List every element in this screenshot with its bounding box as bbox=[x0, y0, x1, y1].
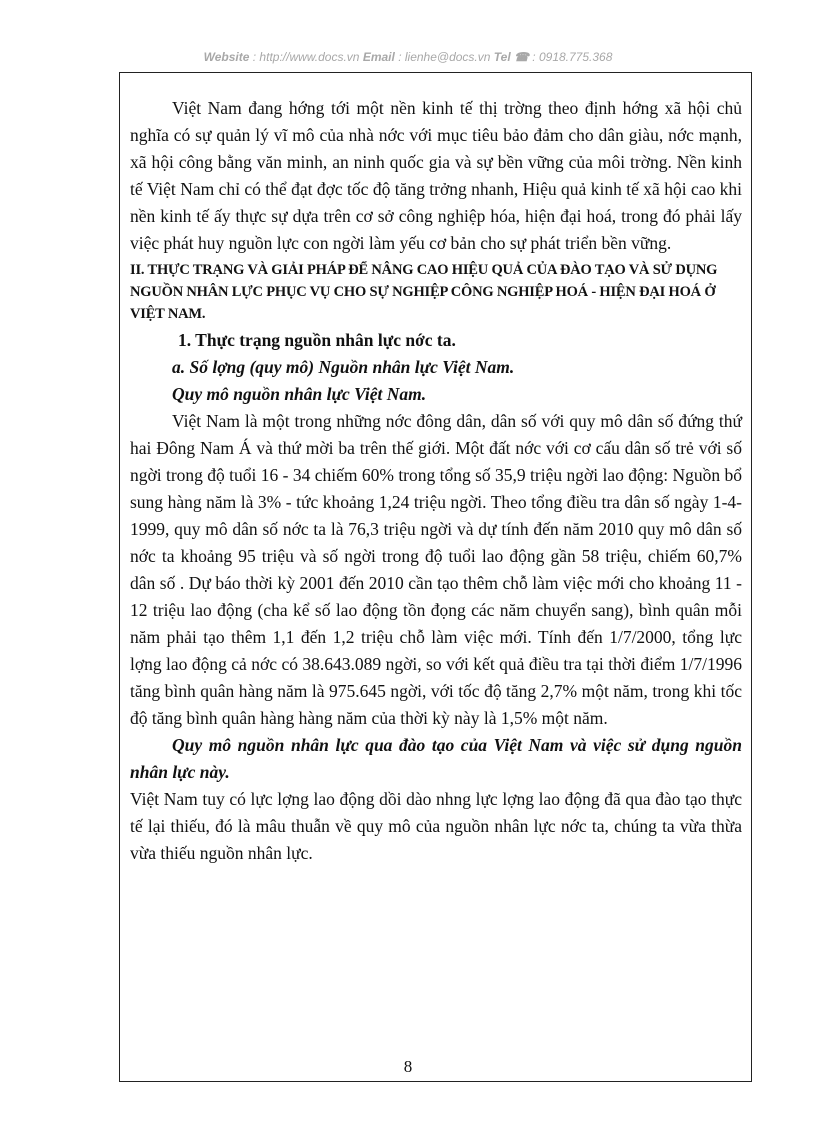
subsection-heading-1: 1. Thực trạng nguồn nhân lực nớc ta. bbox=[178, 330, 456, 350]
email-address: : lienhe@docs.vn bbox=[398, 50, 491, 64]
intro-paragraph: Việt Nam đang hớng tới một nền kinh tế thị trờng theo định hớng xã hội chủ nghĩa có sự quản lý vĩ mô của nhà nớc với mục tiêu bảo đảm cho dân giàu, nớc mạnh, xã hội công bằng văn minh, an ninh quốc gia và sự bền vững của môi trờng. Nền kinh tế Việt Nam chỉ có thể đạt đợc tốc độ tăng trởng nhanh, Hiệu quả kinh tế xã hội cao khi nền kinh tế ấy thực sự dựa trên cơ sở công nghiệp hóa, hiện đại hoá, trong đó phải lấy việc phát huy nguồn lực con ngời làm yếu cơ bản cho sự phát triển bền vững. bbox=[130, 98, 742, 253]
page-header bbox=[0, 50, 816, 64]
website-url: : http://www.docs.vn bbox=[252, 50, 360, 64]
document-body bbox=[130, 95, 742, 867]
tel-number: : 0918.775.368 bbox=[532, 50, 613, 64]
email-label: Email bbox=[362, 50, 395, 64]
section-heading-ii: II. THỰC TRẠNG VÀ GIẢI PHÁP ĐỂ NÂNG CAO HIỆU QUẢ CỦA ĐÀO TẠO VÀ SỬ DỤNG NGUỒN NHÂN LỰC PHỤC VỤ CHO SỰ NGHIỆP CÔNG NGHIỆP HOÁ - HIỆN ĐẠI HOÁ Ở VIỆT NAM. bbox=[130, 262, 718, 322]
website-label: Website bbox=[203, 50, 250, 64]
tel-label: Tel ☎ bbox=[493, 50, 529, 64]
topic-heading-training: Quy mô nguồn nhân lực qua đào tạo của Việt Nam và việc sử dụng nguồn nhân lực này. bbox=[130, 735, 742, 782]
topic-heading-quy-mo: Quy mô nguồn nhân lực Việt Nam. bbox=[172, 384, 427, 404]
subsection-heading-a: a. Số lợng (quy mô) Nguồn nhân lực Việt Nam. bbox=[172, 357, 515, 377]
population-paragraph: Việt Nam là một trong những nớc đông dân, dân số với quy mô dân số đứng thứ hai Đông Nam Á và thứ mời ba trên thế giới. Một đất nớc với cơ cấu dân số trẻ với số ngời trong độ tuổi 16 - 34 chiếm 60% trong tổng số 35,9 triệu ngời lao động: Nguồn bổ sung hàng năm là 3% - tức khoảng 1,24 triệu ngời. Theo tổng điều tra dân số ngày 1-4-1999, quy mô dân số nớc ta là 76,3 triệu ngời và dự tính đến năm 2010 quy mô dân số nớc ta khoảng 95 triệu và số ngời trong độ tuổi lao động gần 58 triệu, chiếm 60,7% dân số . Dự báo thời kỳ 2001 đến 2010 cần tạo thêm chỗ làm việc mới cho khoảng 11 - 12 triệu lao động (cha kể số lao động tồn đọng các năm chuyển sang), bình quân mỗi năm phải tạo thêm 1,1 đến 1,2 triệu chỗ làm việc mới. Tính đến 1/7/2000, tổng lực lợng lao động cả nớc có 38.643.089 ngời, so với kết quả điều tra tại thời điểm 1/7/1996 tăng bình quân hàng năm là 975.645 ngời, với tốc độ tăng 2,7% một năm, trong khi tốc độ tăng bình quân hàng hàng năm của thời kỳ này là 1,5% một năm. bbox=[130, 411, 742, 728]
page-number: 8 bbox=[403, 1057, 413, 1076]
training-paragraph: Việt Nam tuy có lực lợng lao động dồi dào nhng lực lợng lao động đã qua đào tạo thực tế lại thiếu, đó là mâu thuẫn về quy mô của nguồn nhân lực nớc ta, chúng ta vừa thừa vừa thiếu nguồn nhân lực. bbox=[130, 789, 742, 863]
